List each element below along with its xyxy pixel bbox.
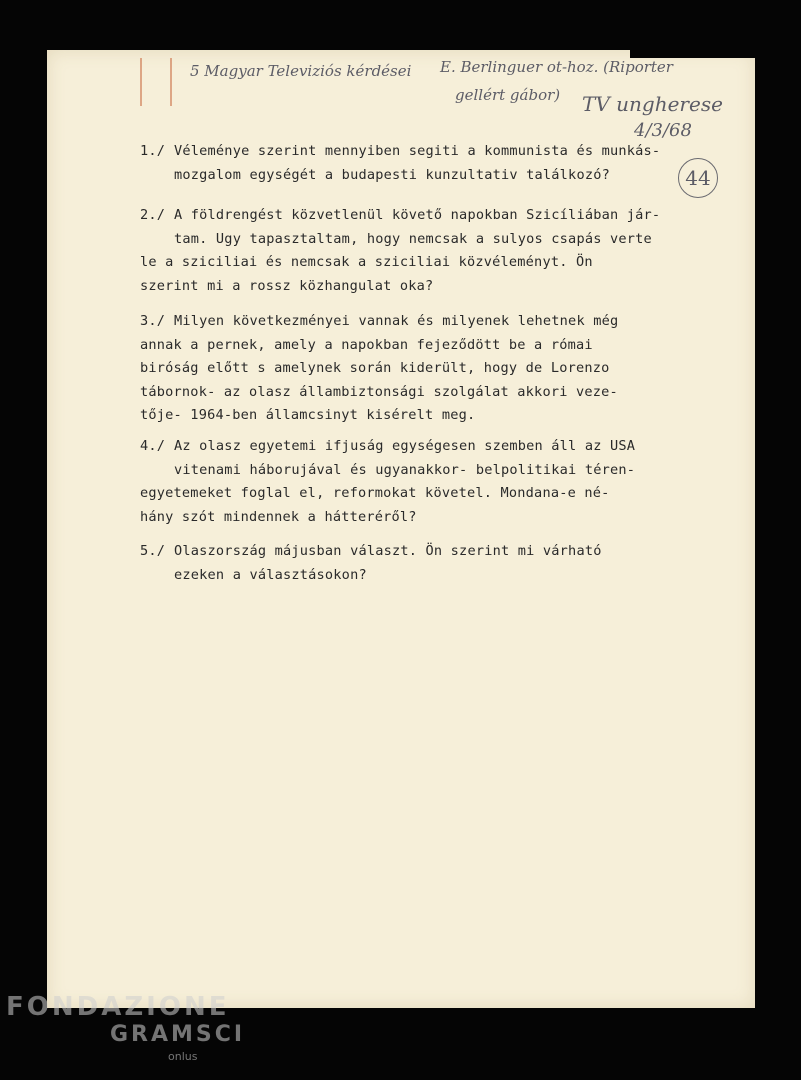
fold-mark	[140, 58, 142, 106]
handwritten-recipient: E. Berlinguer ot-hoz. (Riporter	[440, 58, 673, 76]
torn-edge	[630, 50, 755, 58]
question-1: 1./ Véleménye szerint mennyiben segiti a kommunista és munkás- mozgalom egységét a budapesti kunzultativ találkozó?	[140, 140, 680, 187]
archive-watermark	[6, 992, 246, 1063]
fold-mark	[170, 58, 172, 106]
question-5: 5./ Olaszország májusban választ. Ön szerint mi várható ezeken a választásokon?	[140, 540, 680, 587]
question-number: 5./	[140, 543, 166, 559]
question-4: 4./ Az olasz egyetemi ifjuság egységesen szemben áll az USA vitenami háborujával és ugyanakkor- belpolitikai téren- egyetemeket foglal el, reformokat követel. Mondana-e né- hány szót mindennek a hátteréről?	[140, 435, 680, 529]
watermark-line: onlus	[168, 1050, 198, 1063]
watermark-line: GRAMSCI	[110, 1022, 246, 1047]
question-number: 3./	[140, 313, 166, 329]
question-number: 1./	[140, 143, 166, 159]
handwritten-title: 5 Magyar Televiziós kérdései	[190, 62, 412, 80]
circled-number: 44	[678, 158, 718, 198]
question-3: 3./ Milyen következményei vannak és milyenek lehetnek még annak a pernek, amely a napokban fejeződött be a római biróság előtt s amelynek során kiderült, hogy de Lorenzo tábornok- az olasz állambiztonsági szolgálat akkori veze- tője- 1964-ben államcsinyt kisérelt meg.	[140, 310, 680, 428]
handwritten-date: 4/3/68	[634, 120, 692, 141]
question-number: 4./	[140, 438, 166, 454]
watermark-line: FONDAZIONE	[6, 992, 230, 1022]
question-number: 2./	[140, 207, 166, 223]
handwritten-reporter: gellért gábor)	[455, 86, 561, 104]
question-2: 2./ A földrengést közvetlenül követő napokban Szicíliában jár- tam. Ugy tapasztaltam, hogy nemcsak a sulyos csapás verte le a sziciliai és nemcsak a sziciliai közvéleményt. Ön szerint mi a rossz közhangulat oka?	[140, 204, 680, 298]
handwritten-tv-note: TV ungherese	[582, 92, 723, 116]
